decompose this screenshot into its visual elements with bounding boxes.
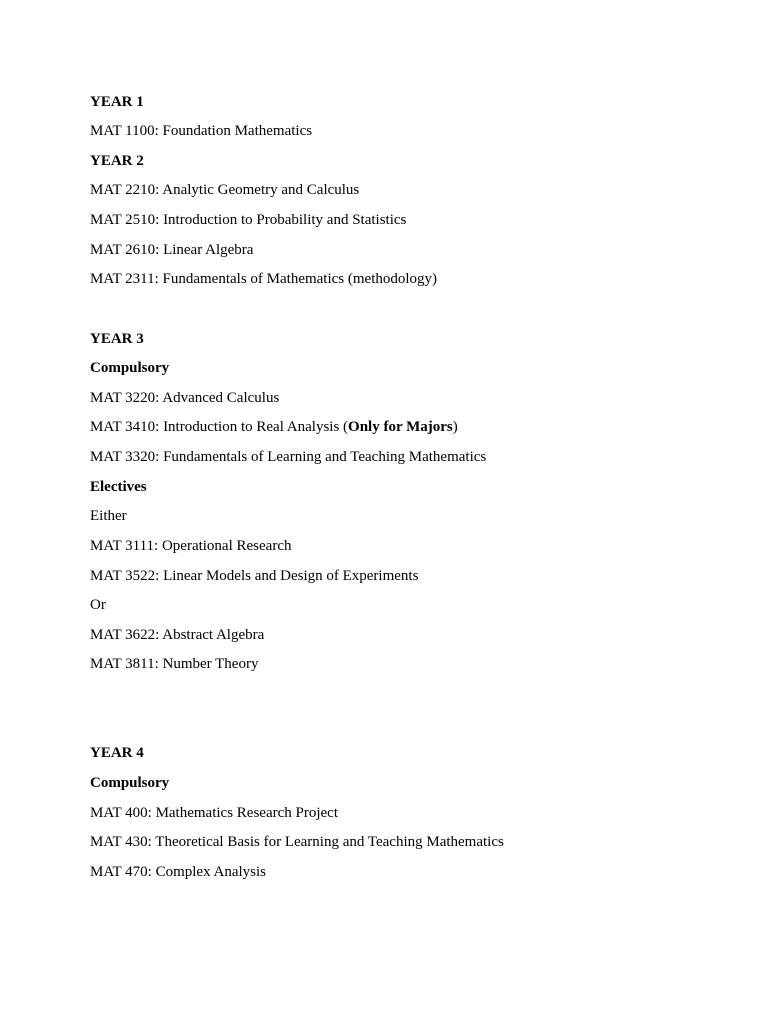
course-item: MAT 470: Complex Analysis: [90, 864, 266, 880]
course-item: MAT 400: Mathematics Research Project: [90, 805, 338, 821]
course-item: MAT 3320: Fundamentals of Learning and Teaching Mathematics: [90, 449, 487, 465]
course-item: MAT 3522: Linear Models and Design of Experiments: [90, 568, 419, 584]
year3-compulsory-label: Compulsory: [90, 360, 170, 376]
course-item: MAT 3622: Abstract Algebra: [90, 627, 265, 643]
course-item: MAT 3111: Operational Research: [90, 538, 292, 554]
majors-only-note: Only for Majors: [348, 419, 453, 435]
year1-heading: YEAR 1: [90, 94, 144, 110]
electives-label: Electives: [90, 479, 147, 495]
or-label: Or: [90, 597, 106, 613]
course-text-suffix: ): [452, 419, 458, 435]
year4-compulsory-label: Compulsory: [90, 775, 170, 791]
course-item: MAT 3811: Number Theory: [90, 656, 259, 672]
course-item: MAT 430: Theoretical Basis for Learning and Teaching Mathematics: [90, 834, 504, 850]
year2-heading: YEAR 2: [90, 153, 144, 169]
year3-heading: YEAR 3: [90, 331, 144, 347]
course-item: MAT 2210: Analytic Geometry and Calculus: [90, 182, 360, 198]
course-item: MAT 1100: Foundation Mathematics: [90, 123, 313, 139]
course-text: MAT 3410: Introduction to Real Analysis (: [90, 419, 349, 435]
course-item: MAT 2610: Linear Algebra: [90, 242, 254, 258]
course-item: MAT 2311: Fundamentals of Mathematics (methodology): [90, 271, 438, 287]
course-item: MAT 2510: Introduction to Probability and Statistics: [90, 212, 407, 228]
course-item-real-analysis: [90, 418, 458, 436]
either-label: Either: [90, 508, 127, 524]
year4-heading: YEAR 4: [90, 745, 144, 761]
course-item: MAT 3220: Advanced Calculus: [90, 390, 280, 406]
